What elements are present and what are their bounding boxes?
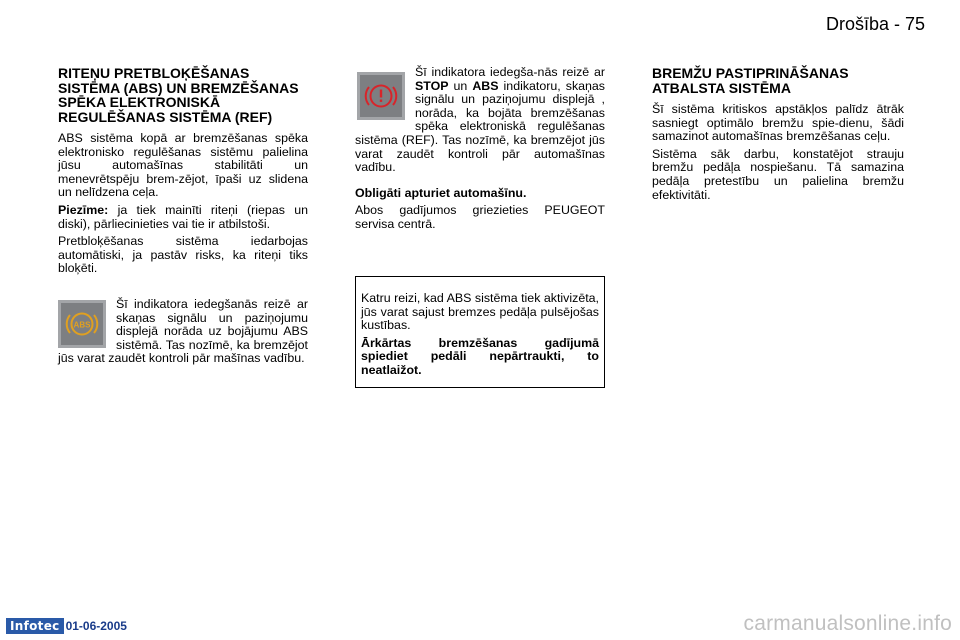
ref-text-c: indikatoru, skaņas signālu un paziņojumu displejā , norāda, ka bojāta bremzēšanas spēka elektroniskā regulēšanas sistēma (REF). Tas nozīmē, ka bremzējot jūs varat zaudēt kontroli pār automašīnas vadību. (355, 78, 606, 175)
print-date: 01-06-2005 (65, 619, 127, 633)
notice-emergency-paragraph: Ārkārtas bremzēšanas gadījumā spiediet pedāli nepārtraukti, to neatlaižot. (361, 335, 599, 377)
footer-brand (6, 618, 127, 634)
abs-heading: RITEŅU PRETBLOĶĒŠANAS SISTĒMA (ABS) UN BREMZĒŠANAS SPĒKA ELEKTRONISKĀ REGULĒŠANAS SISTĒMA (REF) (58, 65, 299, 125)
abs-note-paragraph (58, 204, 308, 231)
infotec-logo: Infotec (6, 618, 64, 634)
stop-car-instruction: Obligāti apturiet automašīnu. (355, 185, 527, 200)
note-label: Piezīme: (58, 202, 109, 217)
ref-section (355, 66, 605, 236)
ref-text-a: Šī indikatora iedegša-nās reizē ar (415, 65, 605, 79)
abs-label: ABS (472, 78, 499, 93)
ref-text-b: un (448, 78, 473, 93)
brake-warning-icon (357, 72, 405, 120)
abs-icon-text: ABS (73, 320, 91, 330)
note-text: ja tiek mainīti riteņi (riepas un diski), pārliecinieties vai tie ir atbilstoši. (58, 202, 308, 231)
notice-paragraph: Katru reizi, kad ABS sistēma tiek aktivizēta, jūs varat sajust bremzes pedāļa pulsējošas kustības. (361, 291, 599, 333)
watermark: carmanualsonline.info (743, 612, 952, 635)
page-header: Drošība - 75 (826, 14, 926, 34)
abs-notice-box (355, 276, 605, 388)
abs-auto-paragraph: Pretbloķēšanas sistēma iedarbojas automātiski, ja pastāv risks, ka riteņi tiks bloķēti. (58, 234, 308, 276)
abs-warning-block (58, 298, 308, 366)
brake-assist-paragraph-1: Šī sistēma kritiskos apstākļos palīdz ātrāk sasniegt optimālo bremžu spie-dienu, šādi samazinot automašīnas bremzēšanas ceļu. (652, 102, 904, 144)
brake-assist-section (652, 66, 904, 206)
brake-assist-paragraph-2: Sistēma sāk darbu, konstatējot strauju bremžu pedāļa nospiešanu. Tā samazina pedāļa pretestību un palielina bremžu efektivitāti. (652, 146, 904, 202)
abs-intro-paragraph: ABS sistēma kopā ar bremzēšanas spēka elektronisko regulēšanas sistēmu palielina jūsu automašīnas stabilitāti un menevrētspēju brem-zējot, īpaši uz slidena un nelīdzena ceļa. (58, 131, 308, 200)
brake-assist-heading: BREMŽU PASTIPRINĀŠANAS ATBALSTA SISTĒMA (652, 65, 849, 96)
abs-section (58, 66, 308, 370)
abs-warning-paragraph: Šī indikatora iedegšanās reizē ar skaņas signālu un paziņojumu displejā norāda uz bojājumu ABS sistēmā. Tas nozīmē, ka bremzējot jūs varat zaudēt kontroli pār mašīnas vadību. (58, 296, 308, 366)
stop-label: STOP (415, 78, 449, 93)
service-paragraph: Abos gadījumos griezieties PEUGEOT servisa centrā. (355, 203, 605, 231)
abs-warning-icon (58, 300, 106, 348)
